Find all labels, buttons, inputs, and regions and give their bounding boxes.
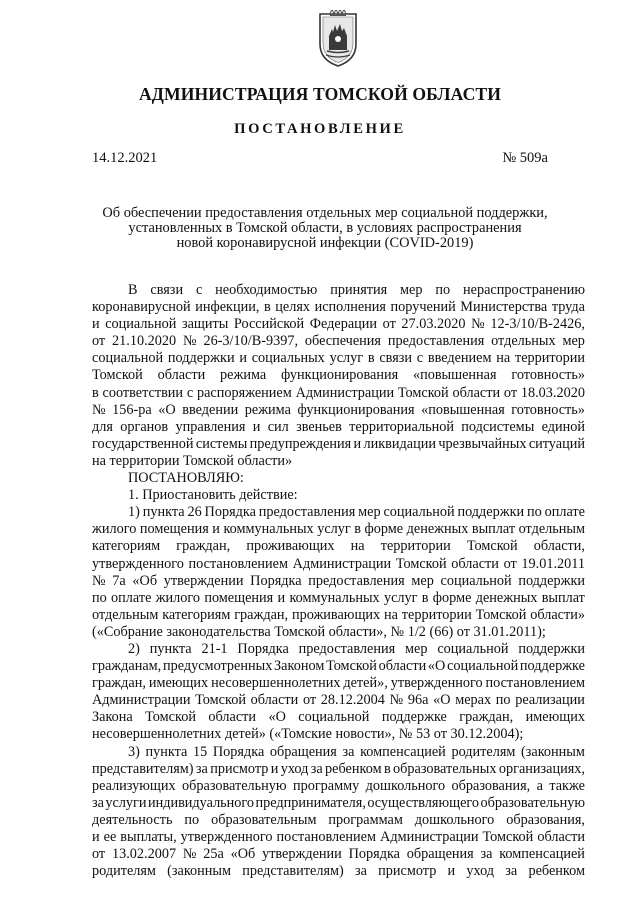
body-line: от 21.10.2020 № 26-3/10/В-9397, обеспечения предоставления отдельных мер (92, 333, 585, 350)
body-line: представителям) за присмотр и уход за ребенком в образовательных организациях, (92, 760, 585, 777)
subject-line: установленных в Томской области, в условиях распространения (128, 220, 522, 237)
body-line: В связи с необходимостью принятия мер по нераспространению (128, 282, 585, 298)
body-line: деятельность по образовательным программам дошкольного образования, (92, 811, 585, 828)
body-line: на территории Томской области» (92, 452, 293, 469)
document-type: ПОСТАНОВЛЕНИЕ (234, 121, 406, 137)
body-line: гражданам, предусмотренных Законом Томской области «О социальной поддержке (92, 658, 585, 675)
body-line: 3) пункта 15 Порядка обращения за компенсацией родителям (законным (128, 743, 585, 760)
body-line: утвержденного постановлением Администрации Томской области от 19.01.2011 (92, 555, 585, 572)
document-number: № 509а (502, 150, 548, 166)
body-line: несовершеннолетних детей» («Томские новости», № 53 от 30.12.2004); (92, 726, 524, 743)
body-line: граждан, имеющих несовершеннолетних детей», утвержденного постановлением (92, 675, 585, 692)
coat-of-arms-icon (316, 10, 360, 68)
subject-line: Об обеспечении предоставления отдельных мер социальной поддержки, (102, 205, 548, 221)
body-line: Томской области режима функционирования «повышенная готовность» (92, 367, 585, 384)
subject-line: новой коронавирусной инфекции (COVID-2019) (176, 235, 474, 252)
body-line: реализующих образовательную программу дошкольного образования, а также (92, 777, 585, 794)
body-line: по оплате жилого помещения и коммунальных услуг в форме денежных выплат (92, 589, 585, 606)
body-line: для органов управления и сил звеньев территориальной подсистемы единой (92, 418, 585, 435)
body-line: государственной системы предупреждения и ликвидации чрезвычайных ситуаций (92, 435, 585, 452)
body-line: («Собрание законодательства Томской области», № 1/2 (66) от 31.01.2011); (92, 623, 546, 640)
document-date: 14.12.2021 (92, 150, 158, 166)
body-line: 2) пункта 21-1 Порядка предоставления мер социальной поддержки (128, 640, 585, 657)
body-line: жилого помещения и коммунальных услуг в форме денежных выплат отдельным (92, 521, 585, 538)
body-line: коронавирусной инфекции, в целях исполнения поручений Министерства труда (92, 299, 585, 316)
body-line: категориям граждан, проживающих на территории Томской области, (92, 538, 585, 555)
body-line: 1. Приостановить действие: (128, 487, 298, 504)
body-line: ПОСТАНОВЛЯЮ: (128, 470, 244, 487)
document-body (92, 282, 585, 880)
body-line: Администрации Томской области от 28.12.2004 № 96а «О мерах по реализации (92, 692, 585, 709)
body-line: 1) пункта 26 Порядка предоставления мер социальной поддержки по оплате (128, 504, 585, 521)
body-line: за услуги индивидуального предпринимателя, осуществляющего образовательную (92, 794, 585, 811)
body-line: и ее выплаты, утвержденного постановлением Администрации Томской области (92, 829, 585, 845)
document-subject (100, 206, 550, 252)
body-line: Закона Томской области «О социальной поддержке граждан, имеющих (92, 709, 585, 726)
body-line: социальной поддержки и социальных услуг в связи с введением на территории (92, 350, 585, 367)
body-line: № 156-ра «О введении режима функционирования «повышенная готовность» (92, 401, 585, 418)
body-line: отдельным категориям граждан, проживающих на территории Томской области» (92, 606, 585, 623)
body-line: в соответствии с распоряжением Администрации Томской области от 18.03.2020 (92, 384, 585, 401)
body-line: № 7а «Об утверждении Порядка предоставления мер социальной поддержки (92, 572, 585, 589)
organization-name: АДМИНИСТРАЦИЯ ТОМСКОЙ ОБЛАСТИ (138, 84, 501, 104)
body-line: родителям (законным представителям) за присмотр и уход за ребенком (92, 863, 585, 880)
body-line: от 13.02.2007 № 25а «Об утверждении Порядка обращения за компенсацией (92, 846, 585, 863)
body-line: и социальной защиты Российской Федерации от 27.03.2020 № 12-3/10/В-2426, (92, 316, 585, 333)
